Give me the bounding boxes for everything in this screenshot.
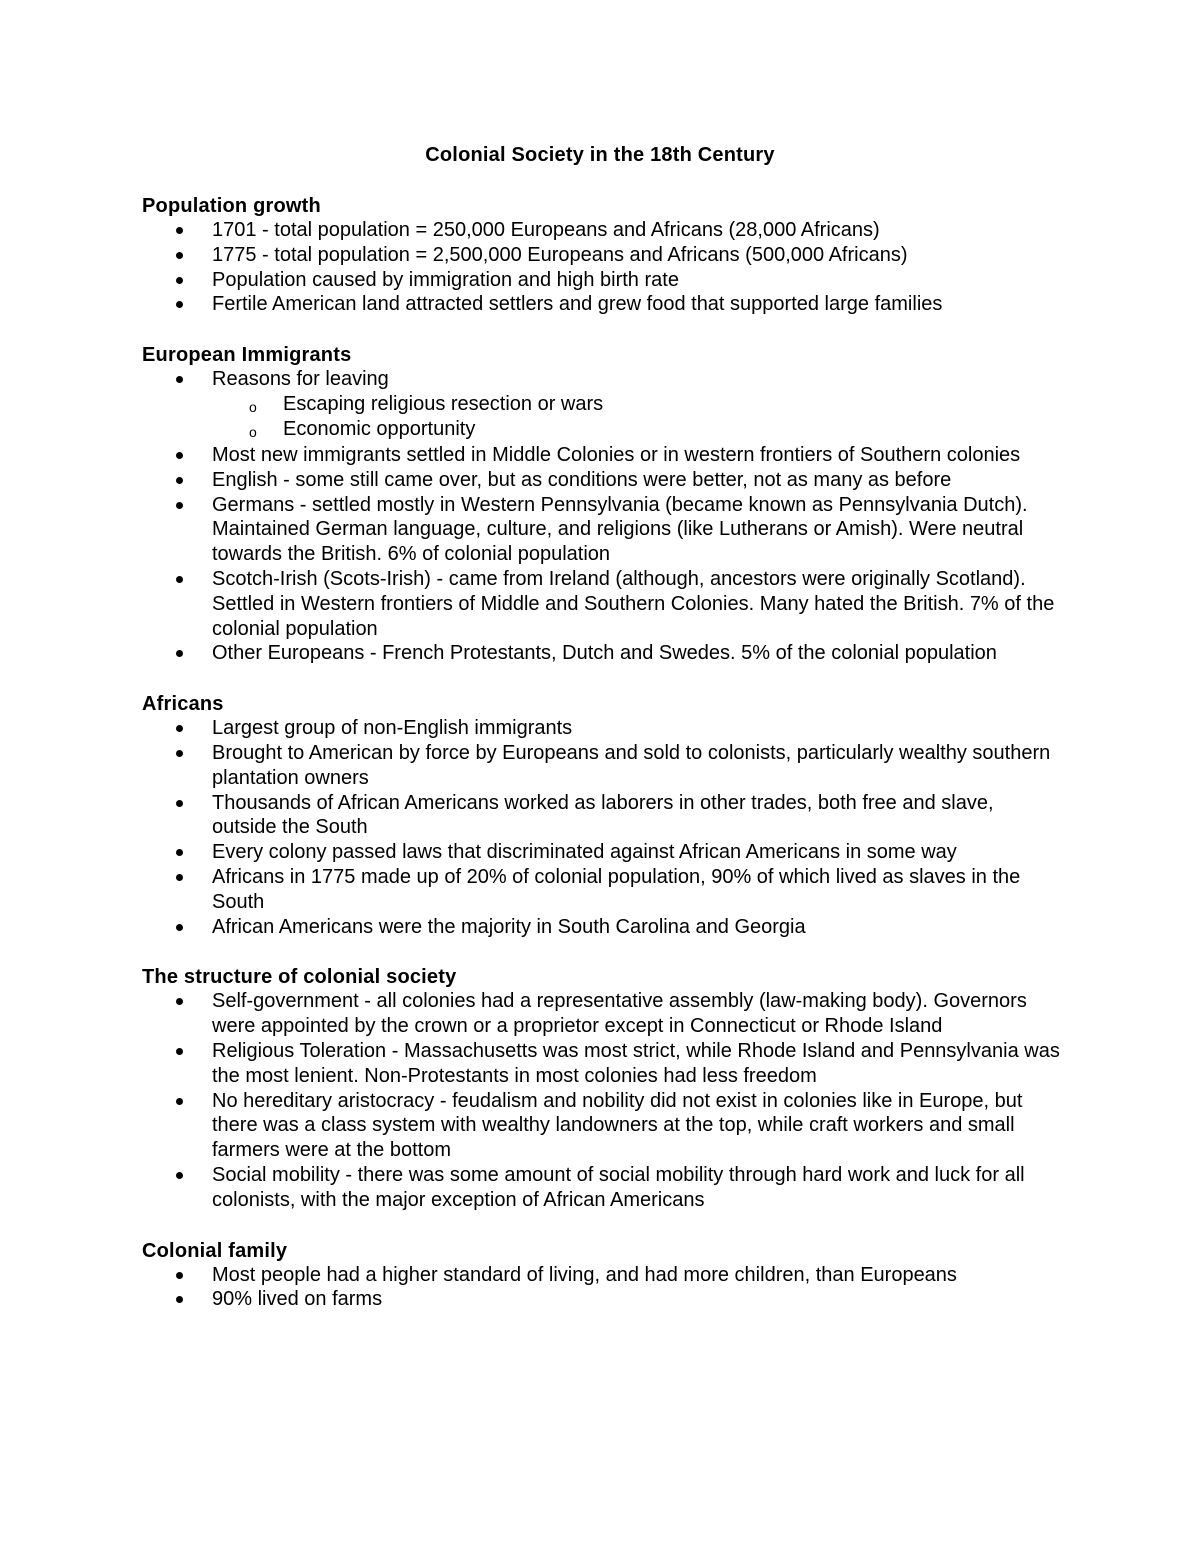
bullet-dot-icon — [176, 1048, 183, 1055]
bullet-text: Every colony passed laws that discriminated against African Americans in some way — [212, 841, 957, 864]
bullet-text: African Americans were the majority in South Carolina and Georgia — [212, 915, 806, 938]
bullet-text: Population caused by immigration and high birth rate — [212, 268, 679, 291]
section-africans — [142, 691, 1062, 939]
bullet-dot-icon — [176, 998, 183, 1005]
bullet-text: 1775 - total population = 2,500,000 Europeans and Africans (500,000 Africans) — [212, 243, 908, 266]
bullet-text: Thousands of African Americans worked as laborers in other trades, both free and slave, outside the South — [212, 791, 994, 839]
bullet-dot-icon — [176, 1098, 183, 1105]
bullet-text: Scotch-Irish (Scots-Irish) - came from Ireland (although, ancestors were originally Scotland). Settled in Western frontiers of Middle and Southern Colonies. Many hated the British. 7% of the colonial population — [212, 567, 1055, 640]
bullet-item — [142, 791, 1062, 841]
bullet-dot-icon — [176, 650, 183, 657]
bullet-item — [142, 716, 1062, 741]
bullet-text: 1701 - total population = 250,000 Europeans and Africans (28,000 Africans) — [212, 219, 880, 241]
bullet-dot-icon — [176, 849, 183, 856]
bullet-dot-icon — [176, 277, 183, 284]
bullet-text: Reasons for leaving — [212, 368, 389, 391]
bullet-item — [142, 741, 1062, 791]
bullet-item — [142, 443, 1062, 468]
bullet-dot-icon — [176, 1172, 183, 1179]
section-heading: The structure of colonial society — [142, 966, 457, 989]
section-colonial-society-structure — [142, 964, 1062, 1212]
bullet-text: Fertile American land attracted settlers and grew food that supported large families — [212, 293, 943, 316]
bullet-dot-icon — [176, 750, 183, 757]
section-heading: Population growth — [142, 195, 321, 217]
bullet-dot-icon — [176, 924, 183, 931]
bullet-text: Religious Toleration - Massachusetts was most strict, while Rhode Island and Pennsylvania was the most lenient. Non-Protestants in most colonies had less freedom — [212, 1039, 1060, 1087]
bullet-text: Largest group of non-English immigrants — [212, 717, 573, 740]
bullet-item — [142, 468, 1062, 493]
bullet-item — [142, 292, 1062, 317]
bullet-item — [142, 641, 1062, 666]
bullet-item — [142, 493, 1062, 567]
sub-bullet-text: Escaping religious resection or wars — [283, 392, 604, 415]
document-title: Colonial Society in the 18th Century — [425, 144, 775, 166]
section-colonial-family — [142, 1238, 1062, 1313]
bullet-dot-icon — [176, 301, 183, 308]
bullet-item — [142, 243, 1062, 268]
bullet-item — [142, 218, 1062, 243]
bullet-item — [142, 567, 1062, 641]
hollow-circle-icon: o — [249, 398, 257, 415]
sub-bullet-text: Economic opportunity — [283, 418, 476, 441]
section-european-immigrants — [142, 342, 1062, 666]
bullet-list — [142, 989, 1062, 1212]
bullet-item — [142, 1163, 1062, 1213]
bullet-dot-icon — [176, 1296, 183, 1303]
bullet-list — [142, 367, 1062, 666]
section-heading: Africans — [142, 693, 224, 716]
section-population-growth — [142, 193, 1062, 317]
bullet-item — [142, 1039, 1062, 1089]
bullet-text: English - some still came over, but as conditions were better, not as many as before — [212, 468, 952, 491]
bullet-list — [142, 218, 1062, 317]
bullet-item — [142, 915, 1062, 940]
bullet-item — [142, 1089, 1062, 1163]
bullet-text: Brought to American by force by Europeans and sold to colonists, particularly wealthy southern plantation owners — [212, 741, 1051, 789]
bullet-dot-icon — [176, 1272, 183, 1279]
sub-bullet-item — [212, 417, 1062, 443]
bullet-dot-icon — [176, 725, 183, 732]
bullet-item — [142, 268, 1062, 293]
document-body — [142, 193, 1062, 1337]
bullet-text: Social mobility - there was some amount of social mobility through hard work and luck for all colonists, with the major exception of African Americans — [212, 1163, 1025, 1211]
bullet-dot-icon — [176, 502, 183, 509]
sub-bullet-list — [212, 392, 1062, 443]
bullet-text: 90% lived on farms — [212, 1288, 383, 1311]
bullet-list — [142, 1263, 1062, 1313]
bullet-text: No hereditary aristocracy - feudalism and nobility did not exist in colonies like in Europe, but there was a class system with wealthy landowners at the top, while craft workers and small farmers were at the bottom — [212, 1089, 1023, 1162]
bullet-dot-icon — [176, 576, 183, 583]
bullet-item — [142, 367, 1062, 443]
bullet-item — [142, 865, 1062, 915]
bullet-dot-icon — [176, 376, 183, 383]
bullet-item — [142, 1263, 1062, 1288]
bullet-text: Africans in 1775 made up of 20% of colonial population, 90% of which lived as slaves in the South — [212, 865, 1021, 913]
bullet-item — [142, 1287, 1062, 1312]
bullet-dot-icon — [176, 452, 183, 459]
bullet-list — [142, 716, 1062, 939]
section-heading: Colonial family — [142, 1239, 288, 1262]
bullet-dot-icon — [176, 874, 183, 881]
section-heading: European Immigrants — [142, 344, 352, 367]
bullet-text: Most people had a higher standard of living, and had more children, than Europeans — [212, 1263, 957, 1286]
bullet-dot-icon — [176, 800, 183, 807]
sub-bullet-item — [212, 392, 1062, 418]
bullet-text: Self-government - all colonies had a representative assembly (law-making body). Governors were appointed by the crown or a proprietor except in Connecticut or Rhode Island — [212, 990, 1027, 1038]
bullet-item — [142, 989, 1062, 1039]
bullet-item — [142, 840, 1062, 865]
bullet-dot-icon — [176, 227, 183, 234]
bullet-text: Most new immigrants settled in Middle Colonies or in western frontiers of Southern colonies — [212, 443, 1021, 466]
bullet-text: Other Europeans - French Protestants, Dutch and Swedes. 5% of the colonial population — [212, 642, 997, 665]
bullet-text: Germans - settled mostly in Western Pennsylvania (became known as Pennsylvania Dutch). Maintained German language, culture, and religions (like Lutherans or Amish). Were neutral towards the British. 6% of colonial population — [212, 493, 1028, 566]
bullet-dot-icon — [176, 252, 183, 259]
bullet-dot-icon — [176, 477, 183, 484]
hollow-circle-icon: o — [249, 424, 257, 441]
